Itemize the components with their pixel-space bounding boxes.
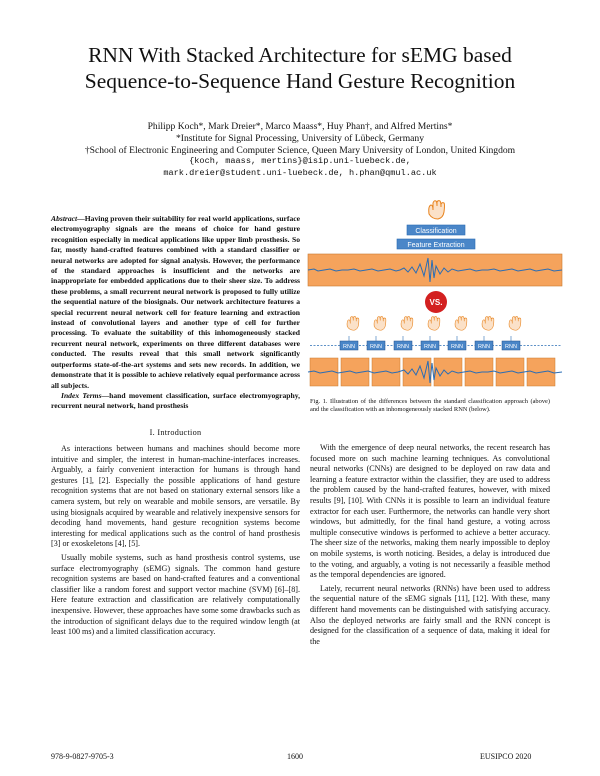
rnn-cell-label: RNN <box>343 344 355 350</box>
rnn-cell-label: RNN <box>424 344 436 350</box>
email-line-1: {koch, maass, mertins}@isip.uni-luebeck.de, <box>189 156 411 167</box>
rnn-cell-label: RNN <box>451 344 463 350</box>
title-line-2: Sequence-to-Sequence Hand Gesture Recognition <box>84 69 516 93</box>
hand-icon <box>482 317 494 331</box>
classification-label: Classification <box>415 228 457 235</box>
hand-icon-row <box>347 317 521 331</box>
abstract-paragraph <box>51 214 300 391</box>
paper-title <box>30 42 570 94</box>
abstract <box>51 214 300 412</box>
abstract-text: —Having proven their suitability for real world applications, surface electromyography signals are the means of choice for hand gesture recognition especially in medical applications like upper limb prosthesis. So far, mostly hand-crafted features combined with a standard classifier or neural networks are adopted for signal analysis. However, the performance of the standard approaches is insufficient and the networks are inappropriate for embedded applications due to their sheer size. To address these problems, a small recurrent neural network is proposed to fully utilize the sequential nature of the biosignals. Our network architecture features a special recurrent neural network cell for feature learning and extraction instead of convolutional layers and another type of cell for further processing. To evaluate the suitability of this inhomogeneously stacked recurrent neural network, experiments on three different databases were conducted. The results reveal that this small network significantly outperforms state-of-the-art systems and sets new records. In addition, we demonstrate that it is possible to achieve relatively equal performance across all subjects. <box>51 214 300 390</box>
hand-icon <box>401 317 413 331</box>
rnn-cell-label: RNN <box>397 344 409 350</box>
hand-icon <box>455 317 467 331</box>
index-terms <box>51 391 300 412</box>
paragraph: As interactions between humans and machines should become more intuitive and simpler, the interest in human-machine-interfaces increases. Arguably, a fairly convenient interaction for humans is through hand gestures [1], [2]. Especially the possible applications of hand gesture recognition systems that are not based on stationary external sensors like a camera system, but rely on wearable and mobile sensors, are versatile. By using biosignals acquired by wearable and relatively inexpensive sensors for decoding hand movements, hand gesture recognition systems become interesting for medical applications such as the control of hand prosthesis [3] or exoskeletons [4], [5]. <box>51 444 300 549</box>
section-heading-introduction: I. Introduction <box>149 428 202 437</box>
left-column-body <box>51 444 300 641</box>
index-terms-lead: Index Terms <box>61 390 102 400</box>
rnn-cell-row <box>310 336 562 350</box>
figure-1-diagram <box>300 198 570 398</box>
affiliation-1: *Institute for Signal Processing, University of Lübeck, Germany <box>175 132 425 144</box>
affiliation-2: †School of Electronic Engineering and Computer Science, Queen Mary University of London, United Kingdom <box>84 144 516 156</box>
hand-icon <box>429 201 445 219</box>
paragraph: Lately, recurrent neural networks (RNNs) have been used to address the sequential nature of the sEMG signals [11], [12]. With these, many different hand movements can be distinguished with satisfying accuracy. Also the deployed networks are fairly small and the RNN concept is designed for the classification of a sequence of data, making it ideal for the <box>310 583 550 646</box>
figure-1-caption: Fig. 1. Illustration of the differences between the standard classification approach (above) and the classification with an inhomogeneously stacked RNN (below). <box>310 398 550 413</box>
index-terms-text: —hand movement classification, surface electromyography, recurrent neural network, hand prosthesis <box>51 390 300 411</box>
hand-icon <box>374 317 386 331</box>
title-line-1: RNN With Stacked Architecture for sEMG based <box>88 43 512 67</box>
rnn-cell-label: RNN <box>370 344 382 350</box>
hand-icon <box>428 317 440 331</box>
figure-1 <box>300 198 570 398</box>
paragraph: Usually mobile systems, such as hand prosthesis control systems, use surface electromyography (sEMG) signals. The common hand gesture recognition systems are based on hand-crafted features and a conventional classifier like a random forest and support vector machine (SVM) [6]–[8]. Here feature extraction and classification are relatively computationally inexpensive. However, these approaches have some some drawbacks such as the introduction of significant delays due to the required window length (at least 100 ms) and a limited classification accuracy. <box>51 552 300 637</box>
author-block <box>30 121 570 180</box>
author-names: Philipp Koch*, Mark Dreier*, Marco Maass*, Huy Phan†, and Alfred Mertins* <box>147 121 453 132</box>
rnn-cell-label: RNN <box>478 344 490 350</box>
email-line-2: mark.dreier@student.uni-luebeck.de, h.phan@qmul.ac.uk <box>163 168 437 179</box>
signal-window <box>496 358 524 386</box>
footer-venue: EUSIPCO 2020 <box>480 752 532 761</box>
footer-isbn: 978-9-0827-9705-3 <box>51 752 114 761</box>
right-column-body <box>310 443 550 650</box>
paragraph: With the emergence of deep neural networks, the recent research has focused more on such machine learning techniques. As convolutional neural networks (CNNs) are designed to be deployed on raw data and learning a feature extractor within the classifier, they are used to address the problem caused by the hand-crafted features, however, with mixed results [9], [10]. With CNNs it is possible to learn an individual feature extractor for each user. Furthermore, the networks can handle very short windows, but admittedly, for the final hand gesture, a voting across multiple consecutive windows is performed to achieve a better accuracy. The sheer size of the networks, making them nearly impossible to deploy on mobile systems, is worth noticing. Besides, a delay is introduced due to the voting, and arguably, a voting is not necessarily a feasible method as the temporal dependencies are ignored. <box>310 443 550 580</box>
feature-extraction-label: Feature Extraction <box>407 242 465 249</box>
footer-page-number: 1600 <box>287 752 303 761</box>
abstract-lead: Abstract <box>51 214 78 223</box>
hand-icon <box>509 317 521 331</box>
vs-label: VS. <box>429 298 443 307</box>
rnn-cell-label: RNN <box>505 344 517 350</box>
hand-icon <box>347 317 359 331</box>
